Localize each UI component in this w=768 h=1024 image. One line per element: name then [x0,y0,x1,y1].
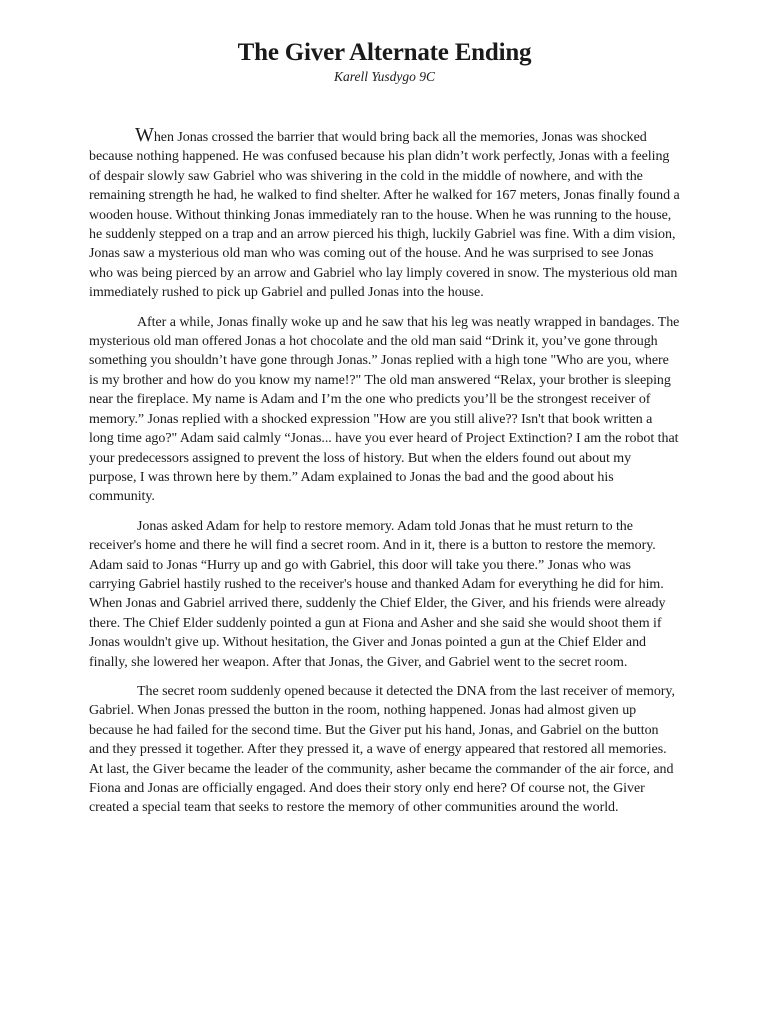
document-body [89,124,680,818]
document-title: The Giver Alternate Ending [237,39,532,66]
drop-cap-letter: W [135,124,154,146]
paragraph-1 [89,124,680,303]
document-author: Karell Yusdygo 9C [333,69,436,84]
paragraph-3: Jonas asked Adam for help to restore memory. Adam told Jonas that he must return to the receiver's home and there he will find a secret room. And in it, there is a button to restore the memory. Adam said to Jonas “Hurry up and go with Gabriel, this door will take you there.” Jonas who was carrying Gabriel hastily rushed to the receiver's house and thanked Adam for everything he did for him. When Jonas and Gabriel arrived there, suddenly the Chief Elder, the Giver, and his friends were already there. The Chief Elder suddenly pointed a gun at Fiona and Asher and she said she would shoot them if Jonas wouldn't give up. Without hesitation, the Giver and Jonas pointed a gun at the Chief Elder and finally, she lowered her weapon. After that Jonas, the Giver, and Gabriel went to the secret room. [89,518,666,670]
paragraph-1-text: hen Jonas crossed the barrier that would bring back all the memories, Jonas was shocked because nothing happened. He was confused because his plan didn’t work perfectly, Jonas with a feeling of despair slowly saw Gabriel who was shivering in the cold in the middle of nowhere, and with the remaining strength he had, he walked to find shelter. After he walked for 167 meters, Jonas finally found a wooden house. Without thinking Jonas immediately ran to the house. When he was running to the house, he suddenly stepped on a trap and an arrow pierced his thigh, luckily Gabriel was fine. With a dim vision, Jonas saw a mysterious old man who was coming out of the house. And he was surprised to see Jonas who was being pierced by an arrow and Gabriel who lay limply covered in snow. The mysterious old man immediately rushed to pick up Gabriel and pulled Jonas into the house. [89,130,680,301]
paragraph-2: After a while, Jonas finally woke up and he saw that his leg was neatly wrapped in bandages. The mysterious old man offered Jonas a hot chocolate and the old man said “Drink it, you’ve gone through something you shouldn’t have gone through Jonas.” Jonas replied with a high tone "Who are you, where is my brother and how do you know my name!?" The old man answered “Relax, your brother is sleeping near the fireplace. My name is Adam and I’m the one who predicts you’ll be the strongest receiver of memory.” Jonas replied with a shocked expression "How are you still alive?? Isn't that book written a long time ago?" Adam said calmly “Jonas... have you ever heard of Project Extinction? I am the robot that your predecessors assigned to prevent the loss of history. But when the elders found out about my purpose, I was thrown here by them.” Adam explained to Jonas the bad and the good about his community. [89,314,680,505]
paragraph-4: The secret room suddenly opened because it detected the DNA from the last receiver of memory, Gabriel. When Jonas pressed the button in the room, nothing happened. Jonas had almost given up because he had failed for the second time. But the Giver put his hand, Jonas, and Gabriel on the button and they pressed it together. After they pressed it, a wave of energy appeared that restored all memories. At last, the Giver became the leader of the community, asher became the commander of the air force, and Fiona and Jonas are officially engaged. And does their story only end here? Of course not, the Giver created a special team that seeks to restore the memory of other communities around the world. [89,683,675,816]
